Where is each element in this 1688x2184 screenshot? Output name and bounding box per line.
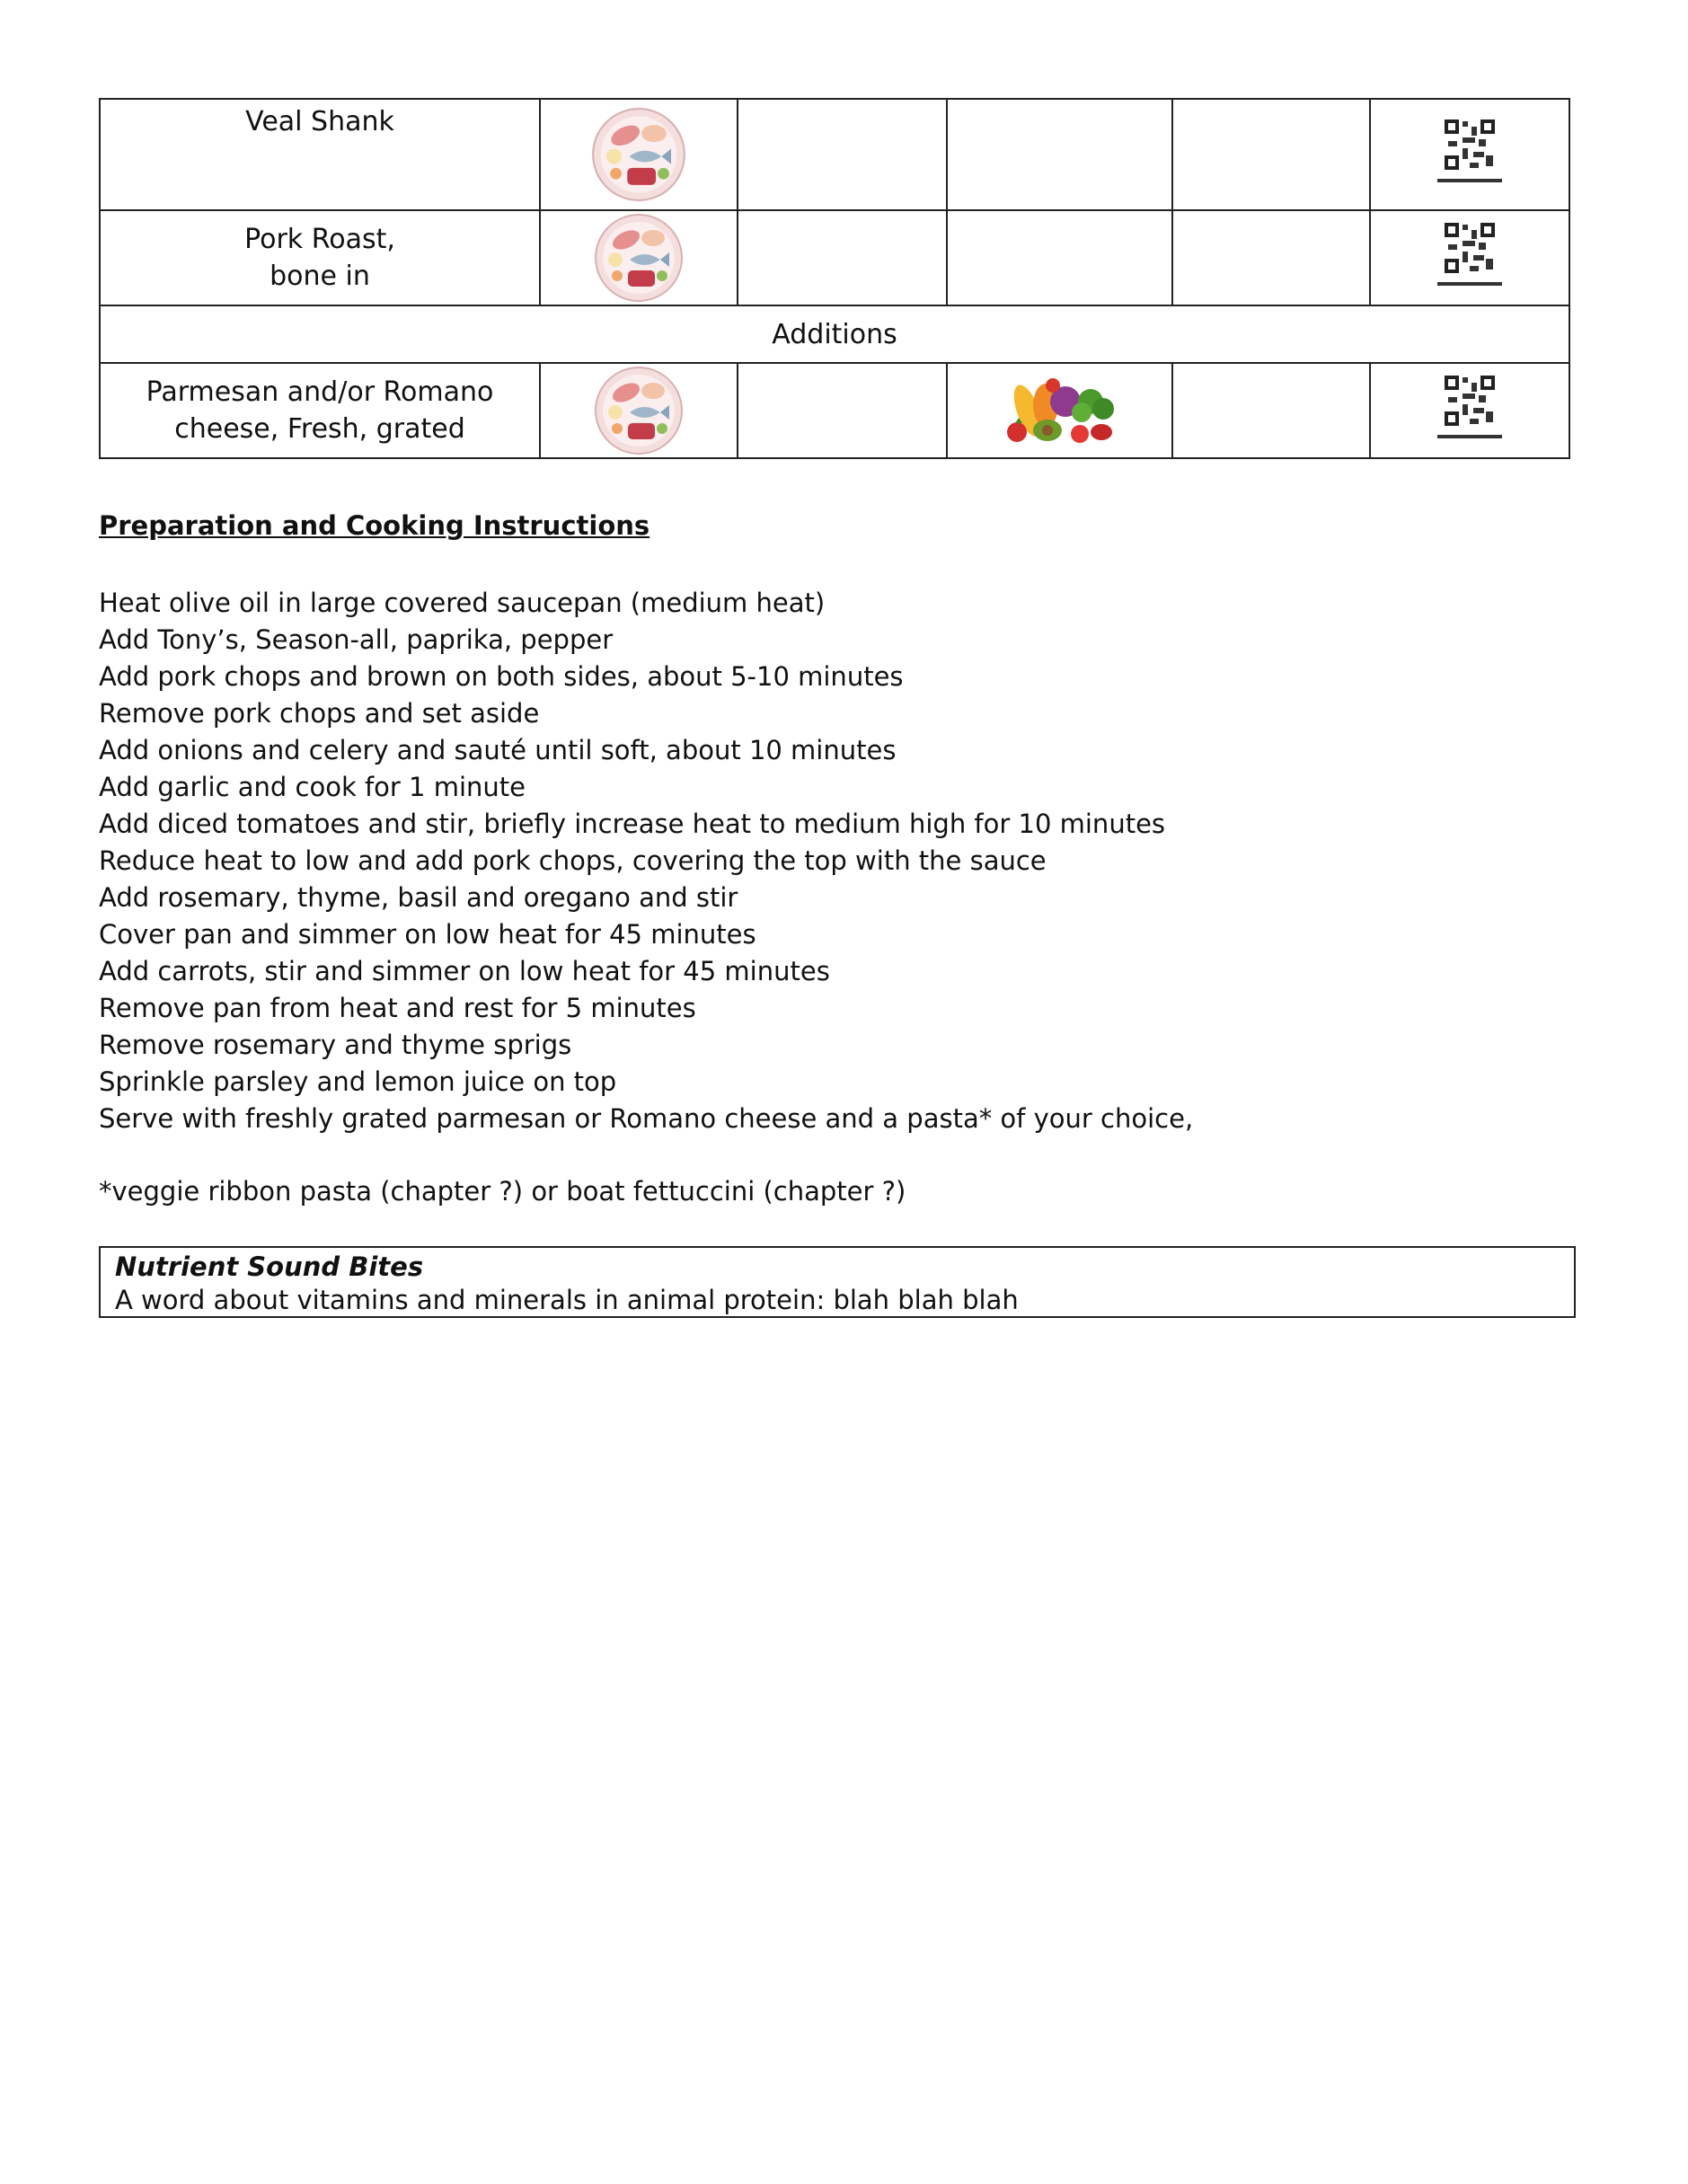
- instruction-step: Remove pork chops and set aside: [99, 698, 540, 729]
- instruction-step: Heat olive oil in large covered saucepan (medium heat): [99, 588, 826, 618]
- nutrient-sound-bites-box: [99, 1246, 1576, 1318]
- instruction-step: Add carrots, stir and simmer on low heat for 45 minutes: [99, 956, 830, 986]
- qr-cell: [1370, 99, 1569, 210]
- ingredient-name-cell: [100, 99, 540, 210]
- empty-cell: [947, 99, 1172, 210]
- instruction-step: Add garlic and cook for 1 minute: [99, 772, 526, 802]
- qr-code-icon[interactable]: [1436, 219, 1504, 291]
- ingredient-name-cell: [100, 363, 540, 458]
- nutrient-title: Nutrient Sound Bites: [115, 1251, 424, 1282]
- produce-cell: [947, 363, 1172, 458]
- empty-cell: [738, 99, 947, 210]
- instruction-step: Add diced tomatoes and stir, briefly increase heat to medium high for 10 minutes: [99, 809, 1166, 839]
- empty-cell: [947, 210, 1172, 305]
- empty-cell: [1172, 99, 1370, 210]
- instruction-step: Remove pan from heat and rest for 5 minutes: [99, 993, 696, 1023]
- protein-cell: [540, 210, 738, 305]
- protein-plate-icon: [591, 107, 686, 202]
- ingredient-name: Veal Shank: [245, 106, 394, 137]
- protein-cell: [540, 363, 738, 458]
- ingredient-name-line: Pork Roast,: [244, 224, 395, 255]
- qr-code-icon[interactable]: [1436, 116, 1504, 188]
- protein-plate-icon: [594, 366, 684, 455]
- qr-code-icon[interactable]: [1436, 372, 1504, 444]
- qr-cell: [1370, 210, 1569, 305]
- empty-cell: [1172, 363, 1370, 458]
- ingredient-name-cell: [100, 210, 540, 305]
- empty-cell: [738, 363, 947, 458]
- table-row: [100, 99, 1569, 210]
- table-row: [100, 210, 1569, 305]
- ingredient-name-line: cheese, Fresh, grated: [174, 413, 465, 445]
- pasta-footnote: *veggie ribbon pasta (chapter ?) or boat fettuccini (chapter ?): [99, 1176, 906, 1207]
- nutrient-text: A word about vitamins and minerals in animal protein: blah blah blah: [115, 1285, 1019, 1315]
- ingredients-table: [99, 98, 1570, 459]
- instruction-step: Serve with freshly grated parmesan or Romano cheese and a pasta* of your choice,: [99, 1103, 1194, 1134]
- instructions-heading: Preparation and Cooking Instructions: [99, 510, 650, 541]
- instruction-step: Add rosemary, thyme, basil and oregano and stir: [99, 882, 738, 913]
- additions-heading: Additions: [100, 305, 1569, 363]
- ingredient-name-line: bone in: [270, 261, 370, 292]
- instruction-step: Reduce heat to low and add pork chops, covering the top with the sauce: [99, 845, 1047, 876]
- ingredient-name-line: Parmesan and/or Romano: [146, 376, 494, 408]
- fruit-vegetable-icon: [997, 369, 1123, 452]
- instruction-step: Sprinkle parsley and lemon juice on top: [99, 1066, 617, 1097]
- instruction-step: Remove rosemary and thyme sprigs: [99, 1030, 572, 1060]
- instruction-step: Cover pan and simmer on low heat for 45 minutes: [99, 919, 756, 950]
- empty-cell: [1172, 210, 1370, 305]
- protein-cell: [540, 99, 738, 210]
- protein-plate-icon: [594, 213, 684, 303]
- instruction-step: Add Tony’s, Season-all, paprika, pepper: [99, 624, 614, 655]
- table-row: [100, 363, 1569, 458]
- qr-cell: [1370, 363, 1569, 458]
- instruction-steps: [99, 585, 1193, 1137]
- empty-cell: [738, 210, 947, 305]
- instruction-step: Add onions and celery and sauté until soft, about 10 minutes: [99, 735, 897, 765]
- table-section-row: [100, 305, 1569, 363]
- instruction-step: Add pork chops and brown on both sides, about 5-10 minutes: [99, 661, 904, 692]
